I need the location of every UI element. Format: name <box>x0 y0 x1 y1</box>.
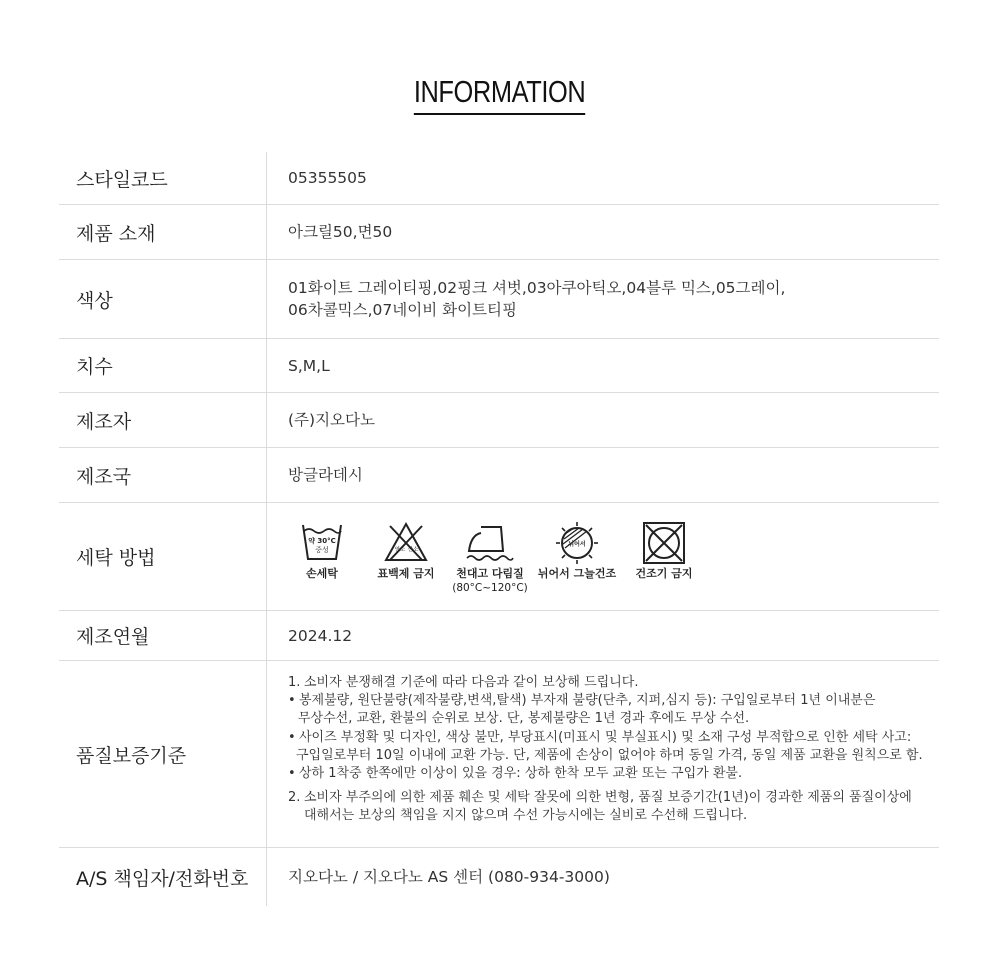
no-tumble-dry-icon <box>642 521 686 565</box>
row-label: 제품 소재 <box>59 205 267 259</box>
info-table <box>59 152 939 906</box>
title-wrap <box>0 74 1000 115</box>
wash-caption: 건조기 금지 <box>635 566 693 580</box>
row-label: 세탁 방법 <box>59 503 267 610</box>
bleach-oxygen-text: 산소 <box>407 546 419 553</box>
row-value: 2024.12 <box>288 626 353 645</box>
wash-item-bleach <box>366 521 446 581</box>
row-as-contact <box>59 848 939 906</box>
item-text: 소비자 부주의에 의한 제품 훼손 및 세탁 잘못에 의한 변형, 품질 보증기간(1년)이 경과한 제품의 품질이상에 <box>304 790 912 806</box>
wash-caption: 천대고 다림질 <box>456 566 524 580</box>
bullet-text: 봉제불량, 원단불량(제작불량,변색,탈색) 부자재 불량(단추, 지퍼,심지 등): 구입일로부터 1년 이내분은 <box>299 693 876 709</box>
row-country <box>59 448 939 503</box>
wash-caption: 표백제 금지 <box>377 566 435 580</box>
wash-icons <box>282 521 708 595</box>
bullet-cont: 무상수선, 교환, 환불의 순위로 보상. 단, 봉제불량은 1년 경과 후에도 무상 수선. <box>298 711 750 727</box>
bullet: • <box>288 766 296 782</box>
hand-wash-temp: 약 30°C <box>308 536 336 545</box>
row-label: 색상 <box>59 260 267 338</box>
quality-text <box>267 661 939 847</box>
wash-item-dry <box>534 521 620 581</box>
quality-bullet-2 <box>288 729 939 747</box>
color-line-2: 06차콜믹스,07네이비 화이트티핑 <box>288 301 517 319</box>
page-title: INFORMATION <box>414 74 586 115</box>
item-number: 1. <box>288 675 301 690</box>
wash-item-iron <box>450 521 530 595</box>
wash-item-tumble <box>624 521 704 581</box>
hand-wash-detergent: 중성 <box>315 545 329 554</box>
item-cont: 대해서는 보상의 책임을 지지 않으며 수선 가능시에는 실비로 수선해 드립니다. <box>304 808 748 824</box>
row-value: 지오다노 / 지오다노 AS 센터 (080-934-3000) <box>288 868 610 886</box>
row-size <box>59 339 939 393</box>
shade-dry-icon <box>555 521 599 565</box>
row-style-code <box>59 152 939 205</box>
iron-icon <box>465 521 515 563</box>
bullet: • <box>288 729 296 745</box>
color-line-1: 01화이트 그레이티핑,02핑크 셔벗,03아쿠아틱오,04블루 믹스,05그레이, <box>288 279 786 297</box>
no-bleach-icon <box>383 521 429 563</box>
quality-item-1 <box>288 674 939 692</box>
row-value: 05355505 <box>288 169 367 187</box>
row-label: 제조연월 <box>59 611 267 660</box>
quality-item-2 <box>288 789 939 807</box>
row-label: 제조국 <box>59 448 267 502</box>
quality-bullet-3 <box>288 765 939 783</box>
wash-caption: 손세탁 <box>306 566 338 580</box>
row-manufacturer <box>59 393 939 448</box>
row-label: 치수 <box>59 339 267 392</box>
bullet: • <box>288 693 296 709</box>
hand-wash-icon <box>300 521 344 563</box>
dry-icon-text: 뉘어서 <box>568 540 586 548</box>
row-value <box>267 260 939 338</box>
row-color <box>59 260 939 339</box>
row-label: 제조자 <box>59 393 267 447</box>
row-wash <box>59 503 939 611</box>
row-value: 방글라데시 <box>288 466 363 484</box>
row-quality <box>59 661 939 848</box>
row-label: 스타일코드 <box>59 152 267 204</box>
bullet-text: 사이즈 부정확 및 디자인, 색상 불만, 부당표시(미표시 및 부실표시) 및 소재 구성 부적합으로 인한 세탁 사고: <box>299 729 912 745</box>
row-value: S,M,L <box>288 356 330 375</box>
bullet-cont: 구입일로부터 10일 이내에 교환 가능. 단, 제품에 손상이 없어야 하며 동일 가격, 동일 제품 교환을 원칙으로 함. <box>296 747 923 763</box>
bullet-text: 상하 1착중 한쪽에만 이상이 있을 경우: 상하 한착 모두 교환 또는 구입가 환불. <box>299 766 743 782</box>
wash-caption: 뉘어서 그늘건조 <box>537 566 617 580</box>
row-value: (주)지오다노 <box>288 411 375 429</box>
row-value <box>267 503 939 610</box>
row-material <box>59 205 939 260</box>
row-label: 품질보증기준 <box>59 661 267 847</box>
quality-bullet-1 <box>288 692 939 710</box>
row-label: A/S 책임자/전화번호 <box>59 848 267 906</box>
item-number: 2. <box>288 790 301 806</box>
bleach-chlorine-text: 염소 <box>394 546 406 553</box>
row-value: 아크릴50,면50 <box>288 223 393 241</box>
wash-item-hand <box>282 521 362 581</box>
row-manufacture-date <box>59 611 939 661</box>
wash-sub-caption: (80°C~120°C) <box>452 581 528 594</box>
item-text: 소비자 분쟁해결 기준에 따라 다음과 같이 보상해 드립니다. <box>304 675 639 690</box>
